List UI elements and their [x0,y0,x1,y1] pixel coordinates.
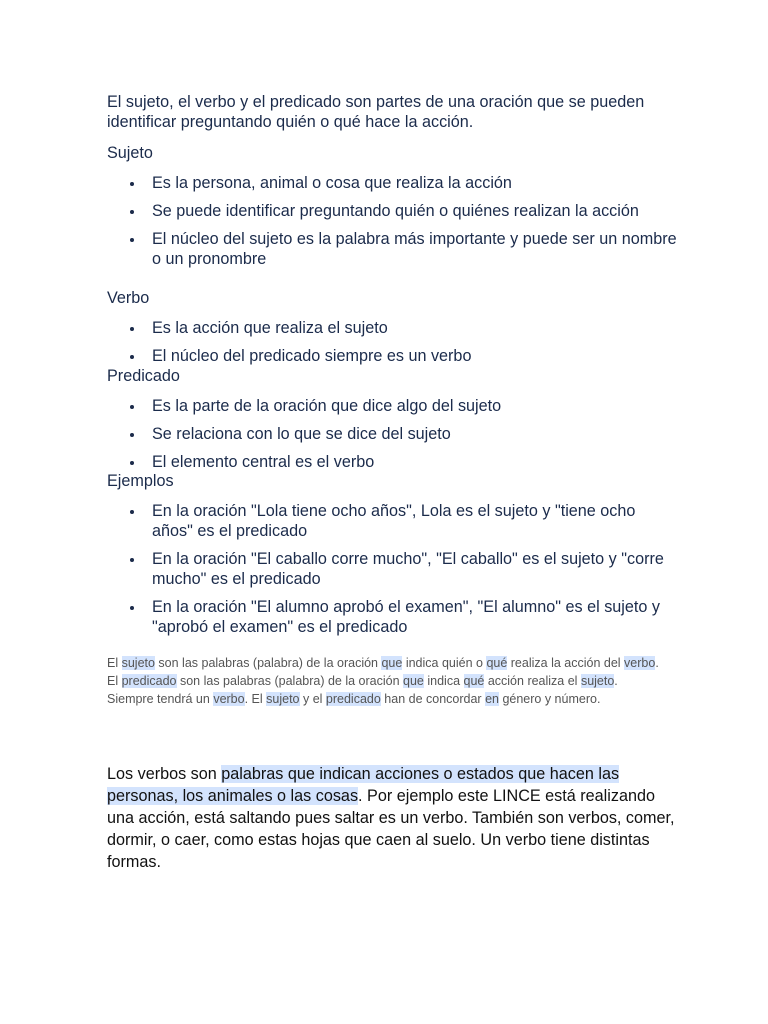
text-segment: . Por ejemplo este LINCE está realizando una acción, está saltando pues saltar es un verbo. También son verbos, comer, dormir, o caer, como estas hojas que caen al suelo. Un verbo tiene distintas formas. [107,787,675,871]
heading-ejemplos: Ejemplos [107,472,174,490]
list-item: Se puede identificar preguntando quién o quiénes realizan la acción [107,201,677,221]
list-item: Es la acción que realiza el sujeto [107,318,677,338]
text-segment: indica [423,674,464,688]
highlighted-word: verbo [624,656,656,670]
highlighted-word: qué [463,674,485,688]
text-segment: . El [244,692,267,706]
text-segment: . El [107,656,659,688]
highlighted-phrase: palabras que indican acciones o estados que hacen las personas, los animales o las cosas [107,765,620,805]
list-item: El núcleo del sujeto es la palabra más importante y puede ser un nombre o un pronombre [107,229,677,269]
highlighted-word: que [403,674,424,688]
list-item: El núcleo del predicado siempre es un verbo [107,346,677,366]
list-verbo [107,318,677,366]
highlighted-word: predicado [325,692,381,706]
list-item: El elemento central es el verbo [107,452,677,472]
highlighted-word: verbo [213,692,245,706]
list-ejemplos [107,501,677,637]
heading-verbo: Verbo [107,289,150,307]
highlighted-word: sujeto [580,674,615,688]
highlighted-word: sujeto [266,692,300,706]
list-item: En la oración "El caballo corre mucho", "El caballo" es el sujeto y "corre mucho" es el predicado [107,549,677,589]
list-item: Es la persona, animal o cosa que realiza la acción [107,173,677,193]
text-segment: género y número. [498,692,601,706]
text-segment: . Siempre tendrá un [107,674,618,706]
intro-paragraph: El sujeto, el verbo y el predicado son partes de una oración que se pueden identificar preguntando quién o qué hace la acción. [107,93,645,131]
text-segment: realiza la acción del [507,656,625,670]
verbs-paragraph [107,763,677,873]
text-segment: indica quién o [402,656,487,670]
highlighted-word: predicado [121,674,177,688]
list-item: Es la parte de la oración que dice algo del sujeto [107,396,677,416]
text-segment: han de concordar [380,692,486,706]
highlighted-word: qué [486,656,508,670]
heading-sujeto: Sujeto [107,144,153,162]
heading-predicado: Predicado [107,367,180,385]
highlighted-word: en [485,692,499,706]
highlighted-word: sujeto [121,656,155,670]
list-item: En la oración "Lola tiene ocho años", Lola es el sujeto y "tiene ocho años" es el predicado [107,501,677,541]
highlighted-word: que [381,656,403,670]
list-predicado [107,396,677,472]
list-sujeto [107,173,677,269]
text-segment: acción realiza el [484,674,581,688]
definition-paragraph [107,654,667,708]
text-segment: Los verbos son [107,765,222,783]
list-item: En la oración "El alumno aprobó el examen", "El alumno" es el sujeto y "aprobó el examen" es el predicado [107,597,677,637]
list-item: Se relaciona con lo que se dice del sujeto [107,424,677,444]
text-segment: y el [299,692,326,706]
text-segment: son las palabras (palabra) de la oración [154,656,382,670]
text-segment: El [107,656,122,670]
text-segment: son las palabras (palabra) de la oración [176,674,404,688]
